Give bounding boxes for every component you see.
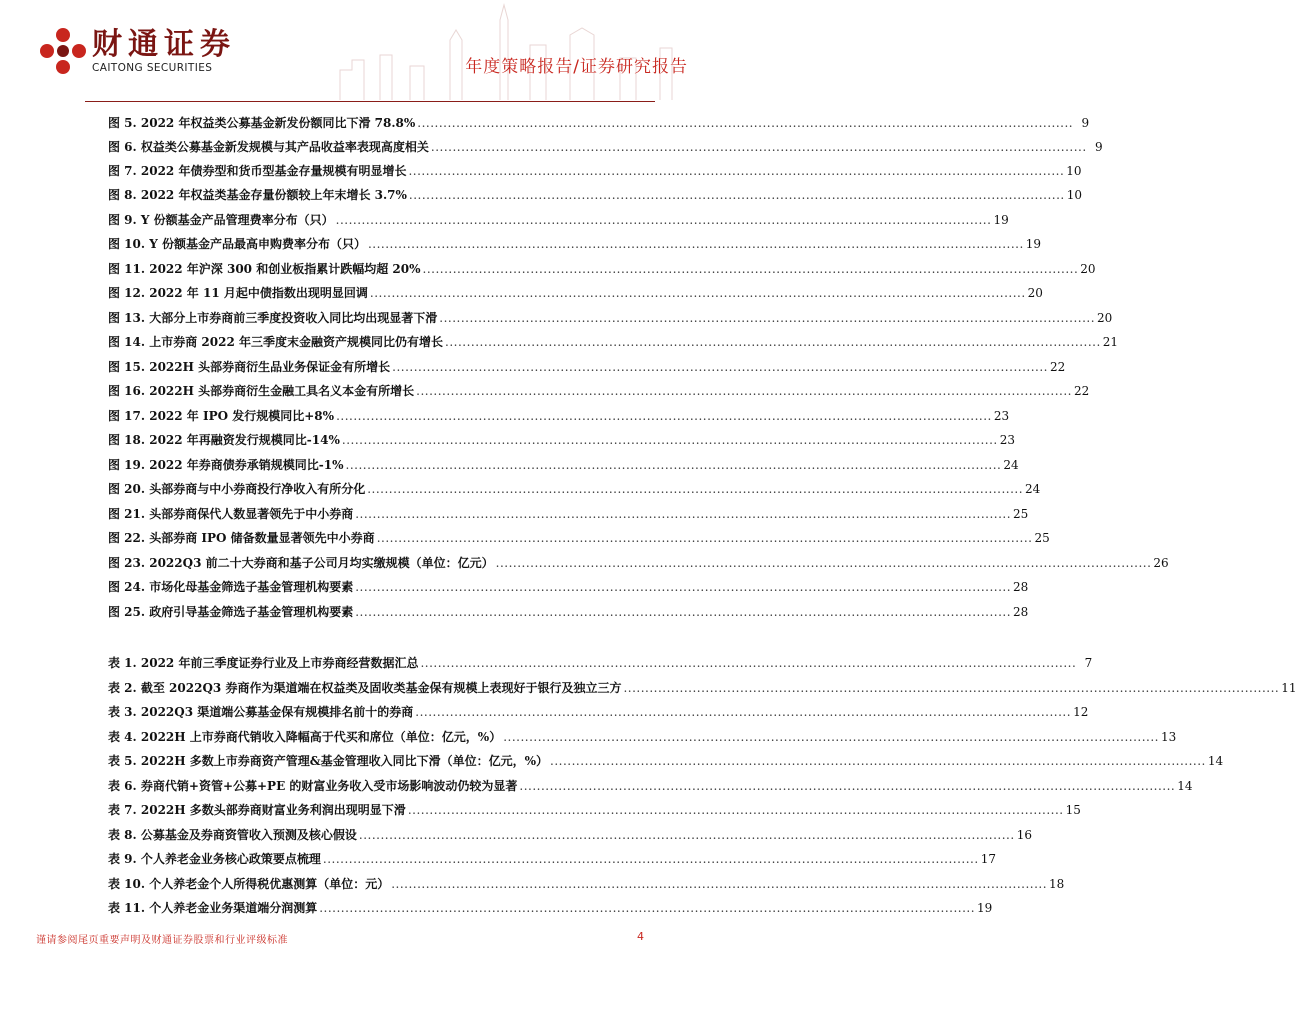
- toc-table-entry[interactable]: 表 11. 个人养老金业务渠道端分润测算 ........................................................................................................................................................ 19: [108, 901, 993, 915]
- toc-figure-entry[interactable]: 图 21. 头部券商保代人数显著领先于中小券商 ........................................................................................................................................................ 25: [108, 507, 1029, 521]
- toc-figure-entry[interactable]: 图 15. 2022H 头部券商衍生品业务保证金有所增长 ........................................................................................................................................................ 22: [108, 360, 1066, 374]
- toc-table-entry[interactable]: 表 4. 2022H 上市券商代销收入降幅高于代买和席位（单位：亿元，%） ........................................................................................................................................................ 13: [108, 730, 1177, 744]
- toc-figure-entry[interactable]: 图 17. 2022 年 IPO 发行规模同比+8% ........................................................................................................................................................ 23: [108, 409, 1010, 423]
- toc-figure-entry[interactable]: 图 16. 2022H 头部券商衍生金融工具名义本金有所增长 ........................................................................................................................................................ 22: [108, 384, 1090, 398]
- toc-figure-entry[interactable]: 图 7. 2022 年债券型和货币型基金存量规模有明显增长 ........................................................................................................................................................ 10: [108, 164, 1082, 178]
- toc-figure-entry[interactable]: 图 9. Y 份额基金产品管理费率分布（只） ........................................................................................................................................................ 19: [108, 213, 1009, 227]
- toc-table-entry[interactable]: 表 10. 个人养老金个人所得税优惠测算（单位：元） ........................................................................................................................................................ 18: [108, 877, 1065, 891]
- toc-figure-entry[interactable]: 图 6. 权益类公募基金新发规模与其产品收益率表现高度相关 ........................................................................................................................................................ 9: [108, 140, 1103, 154]
- toc-figure-entry[interactable]: 图 12. 2022 年 11 月起中债指数出现明显回调 ........................................................................................................................................................ 20: [108, 286, 1043, 300]
- toc-figure-entry[interactable]: 图 23. 2022Q3 前二十大券商和基子公司月均实缴规模（单位：亿元） ........................................................................................................................................................ 26: [108, 556, 1169, 570]
- toc-figure-entry[interactable]: 图 19. 2022 年券商债券承销规模同比-1% ........................................................................................................................................................ 24: [108, 458, 1019, 472]
- page-number: 4: [637, 930, 644, 943]
- brand-name-en: CAITONG SECURITIES: [92, 62, 213, 74]
- toc-figure-entry[interactable]: 图 8. 2022 年权益类基金存量份额较上年末增长 3.7% ........................................................................................................................................................ 10: [108, 188, 1082, 202]
- toc-table-entry[interactable]: 表 6. 券商代销+资管+公募+PE 的财富业务收入受市场影响波动仍较为显著 ........................................................................................................................................................ 14: [108, 779, 1193, 793]
- toc-figure-entry[interactable]: 图 10. Y 份额基金产品最高申购费率分布（只） ........................................................................................................................................................ 19: [108, 237, 1042, 251]
- page-header: [0, 0, 724, 100]
- toc-figure-entry[interactable]: 图 11. 2022 年沪深 300 和创业板指累计跌幅均超 20% ........................................................................................................................................................ 20: [108, 262, 1096, 276]
- footer-disclaimer: 谨请参阅尾页重要声明及财通证券股票和行业评级标准: [36, 935, 288, 946]
- toc-table-entry[interactable]: 表 8. 公募基金及券商资管收入预测及核心假设 ........................................................................................................................................................ 16: [108, 828, 1032, 842]
- toc-table-entry[interactable]: 表 2. 截至 2022Q3 券商作为渠道端在权益类及固收类基金保有规模上表现好于银行及独立三方 ........................................................................................................................................................ 11: [108, 681, 1297, 695]
- toc-figure-entry[interactable]: 图 13. 大部分上市券商前三季度投资收入同比均出现显著下滑 ........................................................................................................................................................ 20: [108, 311, 1113, 325]
- toc-figure-entry[interactable]: 图 24. 市场化母基金筛选子基金管理机构要素 ........................................................................................................................................................ 28: [108, 580, 1029, 594]
- city-skyline-watermark: [300, 0, 724, 100]
- header-divider: [85, 101, 655, 102]
- toc-table-entry[interactable]: 表 9. 个人养老金业务核心政策要点梳理 ........................................................................................................................................................ 17: [108, 852, 996, 866]
- report-type-label: 年度策略报告/证券研究报告: [465, 57, 688, 77]
- toc-table-entry[interactable]: 表 5. 2022H 多数上市券商资产管理&基金管理收入同比下滑（单位：亿元，%） ........................................................................................................................................................ 14: [108, 754, 1224, 768]
- toc-table-entry[interactable]: 表 7. 2022H 多数头部券商财富业务利润出现明显下滑 ........................................................................................................................................................ 15: [108, 803, 1081, 817]
- toc-figure-entry[interactable]: 图 20. 头部券商与中小券商投行净收入有所分化 ........................................................................................................................................................ 24: [108, 482, 1041, 496]
- toc-figure-entry[interactable]: 图 22. 头部券商 IPO 储备数量显著领先中小券商 ........................................................................................................................................................ 25: [108, 531, 1050, 545]
- toc-figure-entry[interactable]: 图 14. 上市券商 2022 年三季度末金融资产规模同比仍有增长 ........................................................................................................................................................ 21: [108, 335, 1119, 349]
- brand-name-cn: 财通证券: [92, 27, 236, 62]
- toc-figure-entry[interactable]: 图 18. 2022 年再融资发行规模同比-14% ........................................................................................................................................................ 23: [108, 433, 1015, 447]
- caitong-logo-icon: [38, 26, 88, 76]
- toc-figure-entry[interactable]: 图 5. 2022 年权益类公募基金新发份额同比下滑 78.8% ........................................................................................................................................................ 9: [108, 116, 1090, 130]
- toc-table-entry[interactable]: 表 3. 2022Q3 渠道端公募基金保有规模排名前十的券商 ........................................................................................................................................................ 12: [108, 705, 1089, 719]
- toc-figure-entry[interactable]: 图 25. 政府引导基金筛选子基金管理机构要素 ........................................................................................................................................................ 28: [108, 605, 1029, 619]
- toc-table-entry[interactable]: 表 1. 2022 年前三季度证券行业及上市券商经营数据汇总 ........................................................................................................................................................ 7: [108, 656, 1093, 670]
